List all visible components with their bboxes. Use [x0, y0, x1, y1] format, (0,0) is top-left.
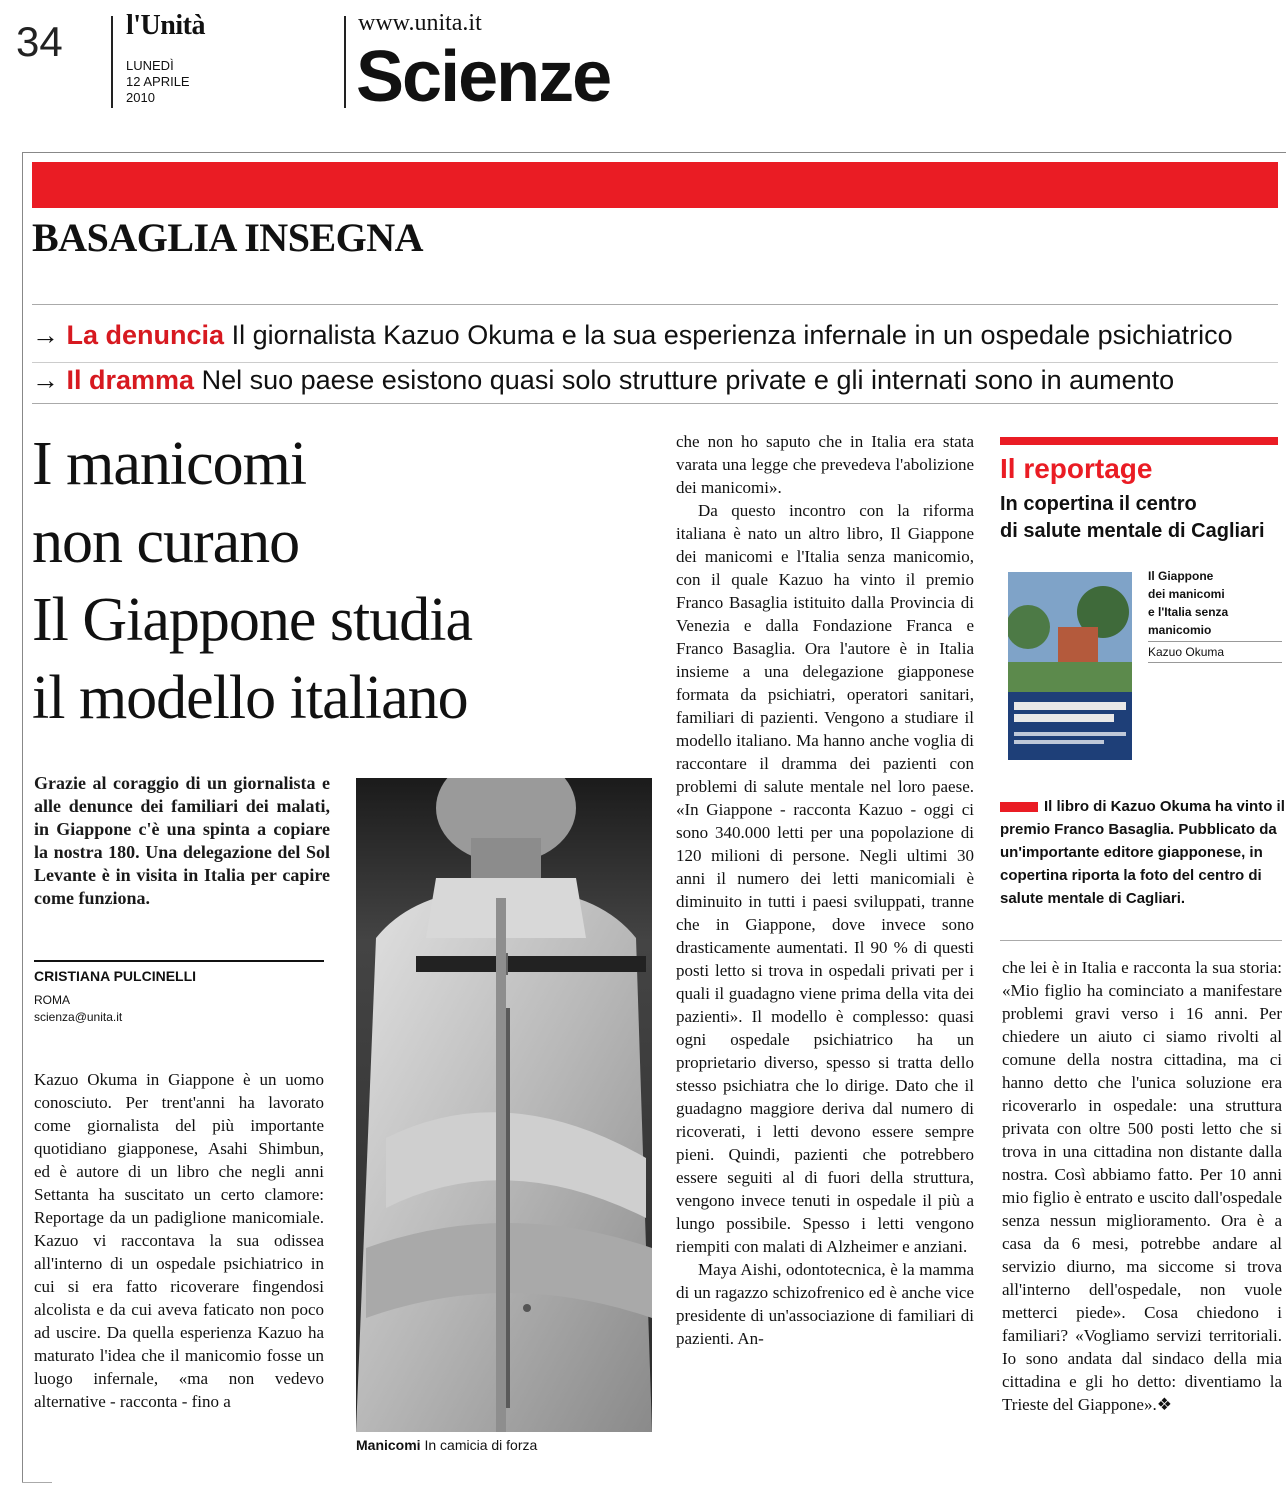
- footer-rule: [22, 1482, 52, 1483]
- book-author: Kazuo Okuma: [1148, 645, 1225, 659]
- article-frame-left: [22, 152, 23, 1482]
- sidebar-caption-text: Il libro di Kazuo Okuma ha vinto il premio Franco Basaglia. Pubblicato da un'importante editore giapponese, in copertina riporta la foto del centro di salute mentale di Cagliari.: [1000, 798, 1285, 907]
- date-day-month: 12 APRILE: [126, 74, 190, 89]
- straitjacket-photo: [356, 778, 652, 1432]
- subhead-tag: Il dramma: [66, 365, 195, 395]
- newspaper-logo: l'Unità: [126, 10, 205, 41]
- date-weekday: LUNEDÌ: [126, 58, 174, 73]
- sidebar-subtitle-line: di salute mentale di Cagliari: [1000, 520, 1265, 542]
- headline-line: non curano: [32, 508, 300, 576]
- subhead-dramma: [32, 365, 1174, 396]
- article-intro: Grazie al coraggio di un giornalista e alle denunce dei familiari dei malati, in Giappone c'è una spinta a copiare la nostra 180. Una delegazione del Sol Levante è in visita in Italia per capire come funziona.: [34, 773, 330, 908]
- arrow-icon: →: [32, 365, 67, 395]
- headline-line: Il Giappone studia: [32, 586, 473, 654]
- byline-author: CRISTIANA PULCINELLI: [34, 968, 197, 984]
- issue-date: [126, 58, 190, 106]
- article-headline: [32, 425, 662, 737]
- article-frame-top: [22, 152, 1286, 153]
- paragraph: Maya Aishi, odontotecnica, è la mamma di un ragazzo schizofrenico ed è anche vice presidente di un'associazione di familiari di pazienti. An-: [676, 1260, 974, 1348]
- body-column-2: [676, 430, 974, 1350]
- arrow-icon: →: [32, 320, 67, 350]
- red-banner: [32, 162, 1278, 208]
- subhead-text: Il giornalista Kazuo Okuma e la sua esperienza infernale in un ospedale psichiatrico: [231, 320, 1233, 350]
- book-cover: [1008, 572, 1132, 760]
- byline-rule: [34, 960, 324, 962]
- book-title-line: manicomio: [1148, 623, 1212, 637]
- page-number: 34: [16, 18, 63, 65]
- headline-line: il modello italiano: [32, 664, 468, 732]
- sidebar-red-bar: [1000, 437, 1278, 445]
- red-marker: [1000, 802, 1038, 812]
- website-url: www.unita.it: [358, 10, 482, 36]
- sidebar-subtitle-line: In copertina il centro: [1000, 493, 1197, 515]
- book-cover-image: [1008, 572, 1132, 760]
- divider: [32, 403, 1278, 404]
- book-title-line: Il Giappone: [1148, 569, 1214, 583]
- paragraph: Kazuo Okuma in Giappone è un uomo conosciuto. Per trent'anni ha lavorato come giornalista del più importante quotidiano giapponese, Asahi Shimbun, ed è autore di un libro che negli anni Settanta ha suscitato un certo clamore: Reportage da un padiglione manicomiale. Kazuo vi raccontava la sua odissea all'interno di un ospedale psichiatrico in cui si era fatto ricoverare fingendosi alcolista e da cui aveva faticato non poco ad uscire. Da quella esperienza Kazuo ha maturato l'idea che il manicomio fosse un luogo infernale, «ma non vedevo alternative - racconta - fino a: [34, 1070, 324, 1411]
- subhead-denuncia: [32, 320, 1278, 351]
- masthead-divider: [344, 16, 346, 108]
- book-title-line: e l'Italia senza: [1148, 605, 1229, 619]
- book-rule: [1148, 641, 1282, 642]
- byline-city: ROMA: [34, 993, 70, 1007]
- paragraph: che lei è in Italia e racconta la sua storia: «Mio figlio ha cominciato a manifestare problemi gravi verso i 16 anni. Per chiedere un aiuto ci siamo rivolti al comune della nostra cittadina, ma ci hanno detto che l'unica soluzione era ricoverarlo in ospedale: una struttura privata con oltre 500 posti letto che si trova in una cittadina non distante dalla nostra. Così abbiamo fatto. Per 10 anni mio figlio è entrato e uscito dall'ospedale senza nessun miglioramento. Ora è a casa da 6 mesi, potrebbe andare al servizio diurno, ma siccome si trova all'interno dell'ospedale, non vuole metterci piede». Cosa chiedono i familiari? «Vogliamo servizi territoriali. Io sono andata dal sindaco della mia cittadina e gli ho detto: diventiamo la Trieste del Giappone».❖: [1002, 958, 1282, 1414]
- divider: [1000, 940, 1282, 941]
- date-year: 2010: [126, 90, 155, 105]
- body-column-3: [1002, 956, 1282, 1416]
- headline-line: I manicomi: [32, 430, 307, 498]
- photo-caption: [356, 1437, 537, 1453]
- masthead-divider: [111, 16, 113, 108]
- section-title: Scienze: [356, 37, 611, 117]
- book-rule: [1148, 662, 1282, 663]
- paragraph: che non ho saputo che in Italia era stata varata una legge che prevedeva l'abolizione dei manicomi».: [676, 432, 974, 497]
- sidebar-title: Il reportage: [1000, 453, 1153, 484]
- sidebar-caption: [1000, 795, 1285, 910]
- book-title: [1148, 567, 1282, 639]
- divider: [32, 304, 1278, 305]
- divider: [32, 362, 1278, 363]
- book-title-line: dei manicomi: [1148, 587, 1225, 601]
- sidebar-subtitle: [1000, 491, 1285, 545]
- paragraph: Da questo incontro con la riforma italiana è nato un altro libro, Il Giappone dei manicomi e l'Italia senza manicomio, con il quale Kazuo ha vinto il premio Franco Basaglia istituito dalla Provincia di Venezia e dalla Fondazione Franca e Franco Basaglia. Ora l'autore è in Italia insieme a una delegazione giapponese formata da psichiatri, operatori sanitari, familiari di pazienti. Vengono a studiare il modello italiano. Ma hanno anche voglia di raccontare il dramma dei pazienti con problemi di salute mentale nel loro paese. «In Giappone - racconta Kazuo - oggi ci sono 340.000 letti per una popolazione di 120 milioni di persone. Negli ultimi 30 anni il numero dei letti manicomiali è diminuito in tutti i paesi sviluppati, tranne che in Giappone, dove invece sono drasticamente aumentati. Il 90 % di questi posti letto si trova in ospedali privati per i quali il guadagno viene prima della vita dei pazienti». Il modello è complesso: quasi ogni ospedale psichiatrico ha un proprietario diverso, spesso si tratta dello stesso psichiatra che lo dirige. Dato che il guadagno maggiore deriva dal numero di ricoverati, i letti devono essere sempre pieni. Quindi, pazienti che potrebbero essere seguiti al di fuori della struttura, vengono invece tenuti in ospedale il più a lungo possibile. Spesso i letti vengono riempiti con malati di Alzheimer e anziani.: [676, 501, 974, 1256]
- subhead-text: Nel suo paese esistono quasi solo strutture private e gli internati sono in aumento: [201, 365, 1175, 395]
- caption-label: Manicomi: [356, 1437, 421, 1453]
- subhead-tag: La denuncia: [66, 320, 225, 350]
- body-column-1: [34, 1068, 324, 1413]
- straitjacket-illustration: [356, 778, 652, 1432]
- article-kicker: BASAGLIA INSEGNA: [32, 215, 424, 260]
- caption-text: In camicia di forza: [424, 1437, 538, 1453]
- byline-email[interactable]: scienza@unita.it: [34, 1010, 123, 1024]
